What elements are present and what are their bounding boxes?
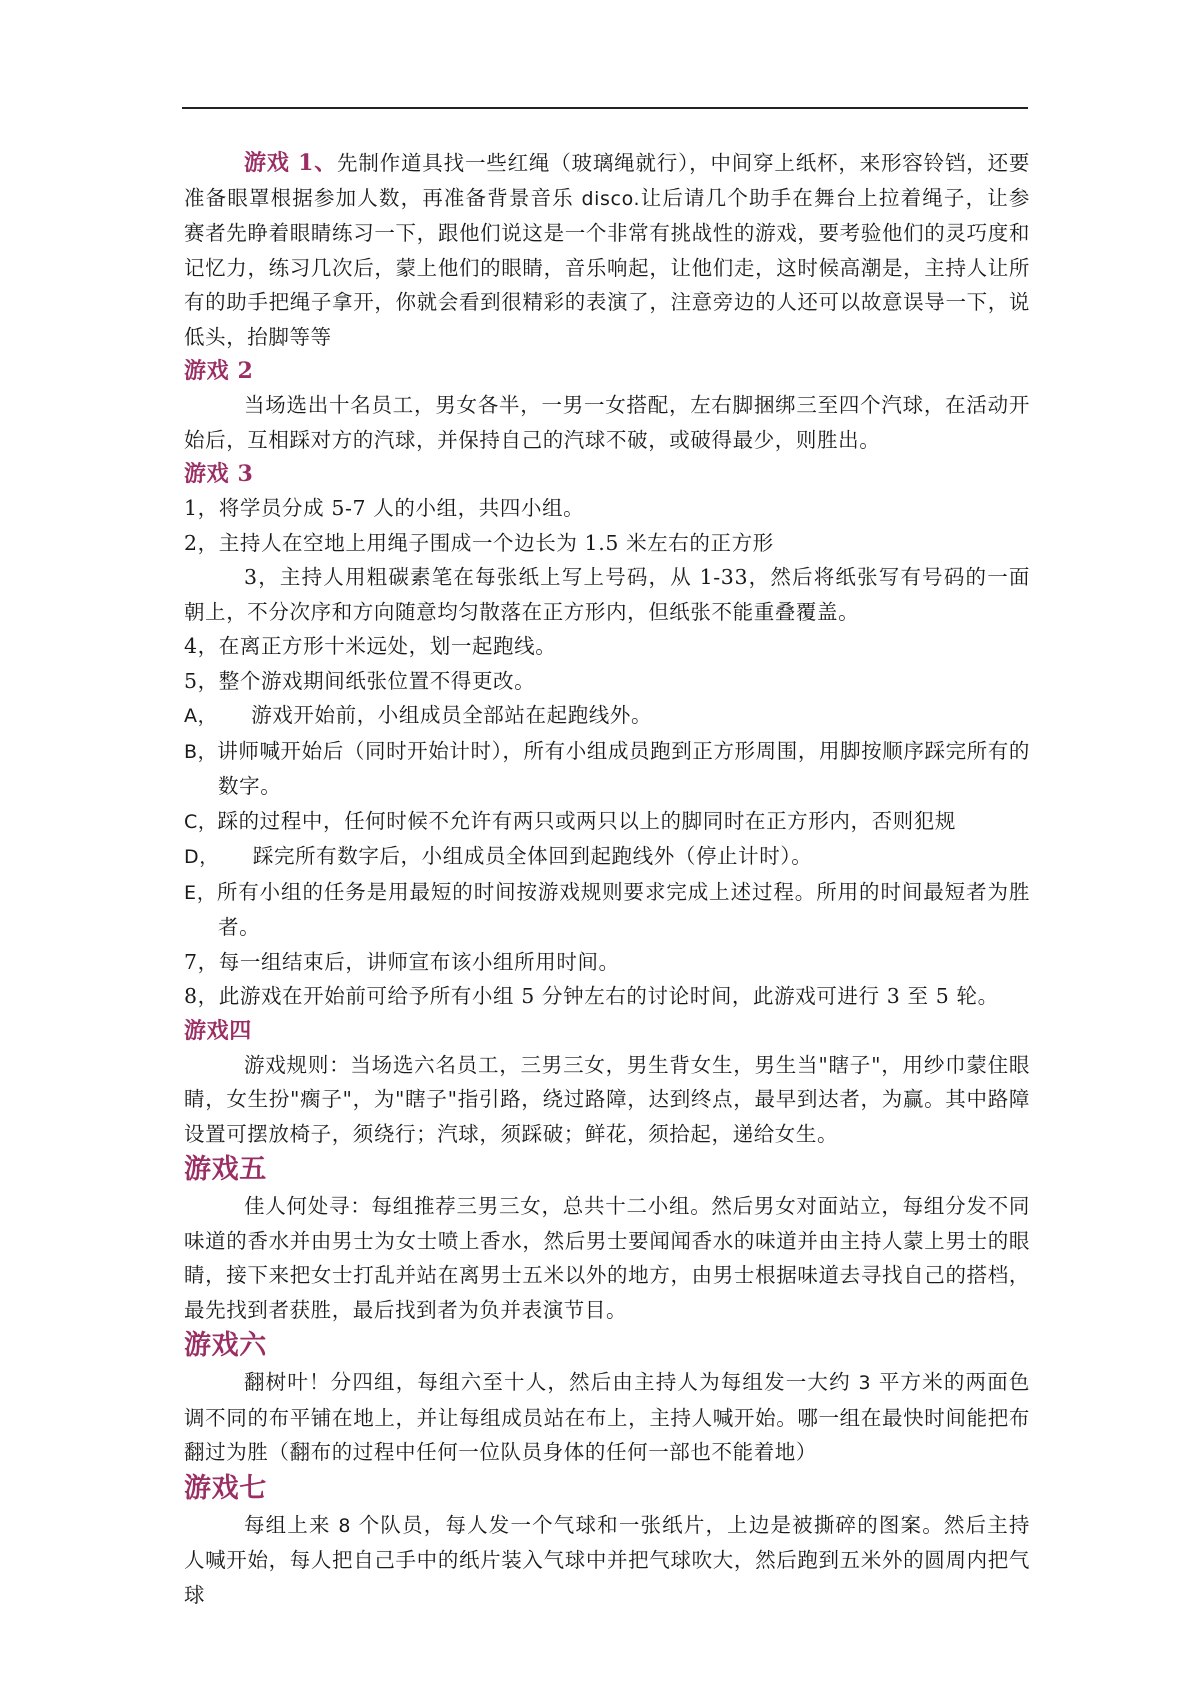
game7-body-num: 8 xyxy=(338,1514,352,1537)
game2-body: 当场选出十名员工，男女各半，一男一女搭配，左右脚捆绑三至四个汽球，在活动开始后，互相踩对方的汽球，并保持自己的汽球不破，或破得最少，则胜出。 xyxy=(184,393,1030,452)
game3-step-7: 7，每一组结束后，讲师宣布该小组所用时间。 xyxy=(184,949,620,974)
game2-title: 游戏 2 xyxy=(184,358,254,384)
game3-item-e xyxy=(184,875,1030,945)
header-rule xyxy=(182,107,1028,109)
game6-body-b: 平方米的两面色调不同的布平铺在地上，并让每组成员站在布上，主持人喊开始。哪一组在最快时间能把布翻过为胜（翻布的过程中任何一位队员身体的任何一部也不能着地） xyxy=(184,1370,1030,1464)
game3-item-d-label: D， xyxy=(184,846,219,868)
game3-step-5: 5，整个游戏期间纸张位置不得更改。 xyxy=(184,668,536,693)
game3-item-a-text: 游戏开始前，小组成员全部站在起跑线外。 xyxy=(251,703,653,727)
game3-step-3: 3，主持人用粗碳素笔在每张纸上写上号码，从 1-33，然后将纸张写有号码的一面朝上，不分次序和方向随意均匀散落在正方形内，但纸张不能重叠覆盖。 xyxy=(184,565,1030,624)
game3-item-b-label: B， xyxy=(184,740,218,763)
game3-item-b xyxy=(184,734,1030,804)
game7-body xyxy=(184,1508,1030,1613)
game3-item-b-text: 讲师喊开始后（同时开始计时），所有小组成员跑到正方形周围，用脚按顺序踩完所有的数字。 xyxy=(217,738,1030,798)
game1-body-disco: disco. xyxy=(581,187,641,210)
game1-title: 游戏 1、 xyxy=(244,150,338,176)
game3-item-c-text: 踩的过程中，任何时候不允许有两只或两只以上的脚同时在正方形内，否则犯规 xyxy=(217,808,956,833)
game1-paragraph xyxy=(184,146,1030,354)
game6-body-a: 翻树叶！分四组，每组六至十人，然后由主持人为每组发一大约 xyxy=(244,1370,859,1394)
game3-item-d-text: 踩完所有数字后，小组成员全体回到起跑线外（停止计时）。 xyxy=(252,844,813,868)
game3-item-a-label: A， xyxy=(184,705,218,727)
game3-item-e-label: E， xyxy=(184,881,217,904)
game7-body-a: 每组上来 xyxy=(244,1512,339,1537)
game6-body-num: 3 xyxy=(858,1372,872,1394)
game3-step-1: 1，将学员分成 5-7 人的小组，共四小组。 xyxy=(184,496,585,520)
game3-item-c xyxy=(184,804,1030,840)
game6-body xyxy=(184,1365,1030,1470)
game3-step-4: 4，在离正方形十米远处，划一起跑线。 xyxy=(184,634,557,658)
game5-body: 佳人何处寻：每组推荐三男三女，总共十二小组。然后男女对面站立，每组分发不同味道的香水并由男士为女士喷上香水，然后男士要闻闻香水的味道并由主持人蒙上男士的眼睛，接下来把女士打乱并站在离男士五米以外的地方，由男士根据味道去寻找自己的搭档，最先找到者获胜，最后找到者为负并表演节目。 xyxy=(184,1194,1030,1322)
game5-title: 游戏五 xyxy=(184,1154,267,1185)
game3-step-8: 8，此游戏在开始前可给予所有小组 5 分钟左右的讨论时间，此游戏可进行 3 至 5 轮。 xyxy=(184,984,999,1008)
game1-body-b: 让后请几个助手在舞台上拉着绳子，让参赛者先睁着眼睛练习一下，跟他们说这是一个非常有挑战性的游戏，要考验他们的灵巧度和记忆力，练习几次后，蒙上他们的眼睛，音乐响起，让他们走，这时候高潮是，主持人让所有的助手把绳子拿开，你就会看到很精彩的表演了，注意旁边的人还可以故意误导一下，说低头，抬脚等等 xyxy=(184,185,1030,349)
game3-item-c-label: C， xyxy=(184,810,218,833)
game7-body-b: 个队员，每人发一个气球和一张纸片，上边是被撕碎的图案。然后主持人喊开始，每人把自己手中的纸片装入气球中并把气球吹大，然后跑到五米外的圆周内把气球 xyxy=(184,1512,1030,1607)
game3-item-d xyxy=(184,839,1030,875)
document-page xyxy=(184,146,1030,1612)
game3-item-a xyxy=(184,698,1030,734)
game3-item-e-text: 所有小组的任务是用最短的时间按游戏规则要求完成上述过程。所用的时间最短者为胜者。 xyxy=(216,879,1030,939)
game4-body: 游戏规则：当场选六名员工，三男三女，男生背女生，男生当"瞎子"，用纱巾蒙住眼睛，女生扮"瘸子"，为"瞎子"指引路，绕过路障，达到终点，最早到达者，为赢。其中路障设置可摆放椅子，须绕行；汽球，须踩破；鲜花，须拾起，递给女生。 xyxy=(184,1052,1030,1146)
game3-title: 游戏 3 xyxy=(184,461,254,487)
game3-step-2: 2，主持人在空地上用绳子围成一个边长为 1.5 米左右的正方形 xyxy=(184,530,774,555)
game1-body-a: 先制作道具找一些红绳（玻璃绳就行），中间穿上纸杯，来形容铃铛，还要准备眼罩根据参加人数，再准备背景音乐 xyxy=(184,151,1030,210)
game7-title: 游戏七 xyxy=(184,1472,267,1504)
game6-title: 游戏六 xyxy=(184,1330,267,1361)
game4-title: 游戏四 xyxy=(184,1017,252,1044)
